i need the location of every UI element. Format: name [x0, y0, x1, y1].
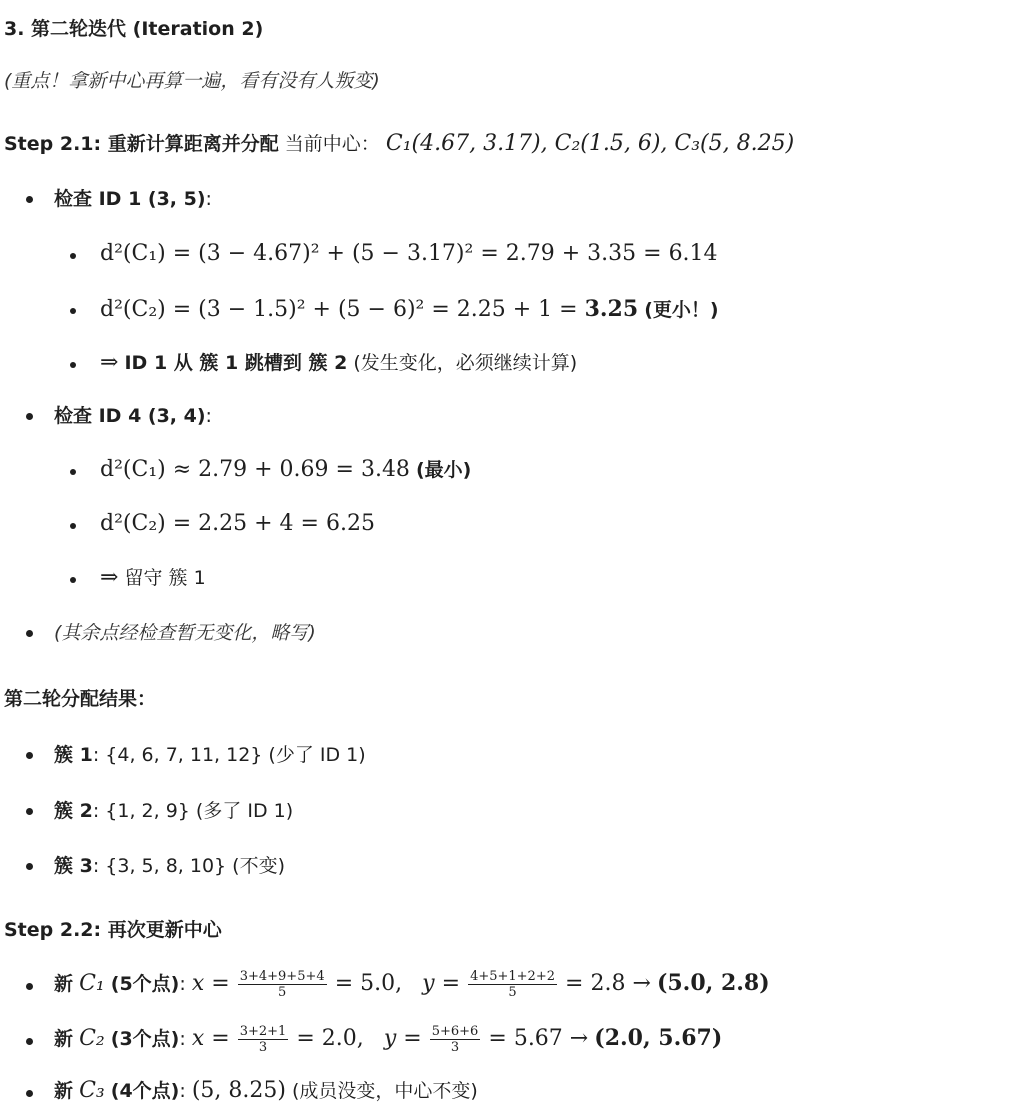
- id1-move: ID 1 从 簇 1 跳槽到 簇 2: [124, 352, 348, 374]
- new-c3-var: C₃: [79, 1078, 105, 1103]
- d2-c1-id1: d²(C₁) = (3 − 4.67)² + (5 − 3.17)² = 2.79 + 3.35 = 6.14: [100, 241, 718, 266]
- id4-conclusion: [100, 565, 206, 591]
- cluster-2: [54, 798, 293, 824]
- section-heading: 3. 第二轮迭代 (Iteration 2): [4, 18, 264, 40]
- new-c1-y-fraction: $\frac{4+5+1+2+2}{5}$: [470, 969, 555, 1000]
- id1-move-note: (发生变化，必须继续计算): [353, 352, 578, 374]
- cluster-3: [54, 853, 285, 879]
- bullet: [26, 752, 33, 759]
- bullet: [26, 630, 33, 637]
- new-c1: 新 C₁ (5个点): x = $\frac{3+4+9+5+4}{5}$ = 5.0, y = $\frac{4+5+1+2+2}{5}$ = 2.8 → (5.0, 2.8): [54, 969, 770, 1000]
- new-c1-label: 新: [54, 973, 74, 995]
- d2-c2-note: (更小！): [644, 299, 719, 321]
- id1-conclusion: [100, 350, 577, 376]
- bullet: [26, 196, 33, 203]
- sub-bullet: [70, 523, 76, 529]
- new-c2-x-fraction: $\frac{3+2+1}{3}$: [239, 1024, 287, 1055]
- new-c2-label: 新: [54, 1028, 74, 1050]
- new-c1-x-fraction: $\frac{3+4+9+5+4}{5}$: [239, 969, 325, 1000]
- check-id4: 检查 ID 4 (3, 4):: [54, 405, 212, 427]
- new-c2-count: (3个点): [110, 1028, 180, 1050]
- d2-c2-math: d²(C₂) = (3 − 1.5)² + (5 − 6)² = 2.25 + 1 =: [100, 297, 585, 322]
- implies-icon: ⇒: [100, 565, 119, 590]
- check-id4-label: 检查 ID 4 (3, 4): [54, 405, 206, 427]
- implies-icon: ⇒: [100, 350, 119, 375]
- id4-stay: 留守 簇 1: [124, 567, 206, 589]
- sub-bullet: [70, 469, 76, 475]
- cluster-2-value: : {1, 2, 9} (多了 ID 1): [92, 800, 294, 822]
- check-id1: 检查 ID 1 (3, 5):: [54, 188, 212, 210]
- bullet: [26, 1038, 33, 1045]
- bullet: [26, 863, 33, 870]
- new-c2-var: C₂: [79, 1026, 105, 1051]
- step-2-1: [4, 131, 794, 157]
- d2-c2-id4: d²(C₂) = 2.25 + 4 = 6.25: [100, 511, 375, 536]
- result-title: 第二轮分配结果：: [4, 688, 157, 710]
- d2-c1-id4: [100, 457, 471, 483]
- step-2-2: Step 2.2: 再次更新中心: [4, 919, 222, 941]
- check-id1-label: 检查 ID 1 (3, 5): [54, 188, 206, 210]
- new-c3-value: (5, 8.25): [191, 1078, 286, 1103]
- d2-c2-value: 3.25: [584, 296, 639, 322]
- d2-c2-id1: [100, 296, 719, 323]
- sub-bullet: [70, 577, 76, 583]
- new-c3-note: (成员没变，中心不变): [292, 1080, 478, 1102]
- bullet: [26, 1090, 33, 1097]
- cluster-3-label: 簇 3: [54, 855, 93, 877]
- step-2-1-label: Step 2.1: 重新计算距离并分配: [4, 133, 279, 155]
- d2-c1-id4-note: (最小): [415, 459, 472, 481]
- centers-text: 当前中心：: [284, 133, 380, 155]
- sub-bullet: [70, 253, 76, 259]
- new-c1-count: (5个点): [110, 973, 180, 995]
- cluster-1-value: : {4, 6, 7, 11, 12} (少了 ID 1): [92, 744, 366, 766]
- new-c2-result: (2.0, 5.67): [594, 1025, 723, 1051]
- bullet: [26, 983, 33, 990]
- new-c3-count: (4个点): [110, 1080, 180, 1102]
- cluster-1-label: 簇 1: [54, 744, 93, 766]
- sub-bullet: [70, 362, 76, 368]
- note-italic: (重点！拿新中心再算一遍，看有没有人叛变): [4, 70, 380, 92]
- new-c3: 新 C₃ (4个点): (5, 8.25) (成员没变，中心不变): [54, 1078, 478, 1103]
- new-c2: 新 C₂ (3个点): x = $\frac{3+2+1}{3}$ = 2.0, y = $\frac{5+6+6}{3}$ = 5.67 → (2.0, 5.67): [54, 1024, 723, 1055]
- new-c3-label: 新: [54, 1080, 74, 1102]
- new-c2-y-fraction: $\frac{5+6+6}{3}$: [431, 1024, 479, 1055]
- cluster-2-label: 簇 2: [54, 800, 93, 822]
- sub-bullet: [70, 308, 76, 314]
- bullet: [26, 808, 33, 815]
- new-c1-result: (5.0, 2.8): [656, 970, 770, 996]
- bullet: [26, 413, 33, 420]
- d2-c1-id4-math: d²(C₁) ≈ 2.79 + 0.69 = 3.48: [100, 457, 410, 482]
- others-note: (其余点经检查暂无变化，略写): [54, 622, 316, 644]
- new-c1-var: C₁: [79, 971, 105, 996]
- cluster-3-value: : {3, 5, 8, 10} (不变): [92, 855, 286, 877]
- cluster-1: [54, 742, 366, 768]
- centers-math: C₁(4.67, 3.17), C₂(1.5, 6), C₃(5, 8.25): [385, 131, 795, 156]
